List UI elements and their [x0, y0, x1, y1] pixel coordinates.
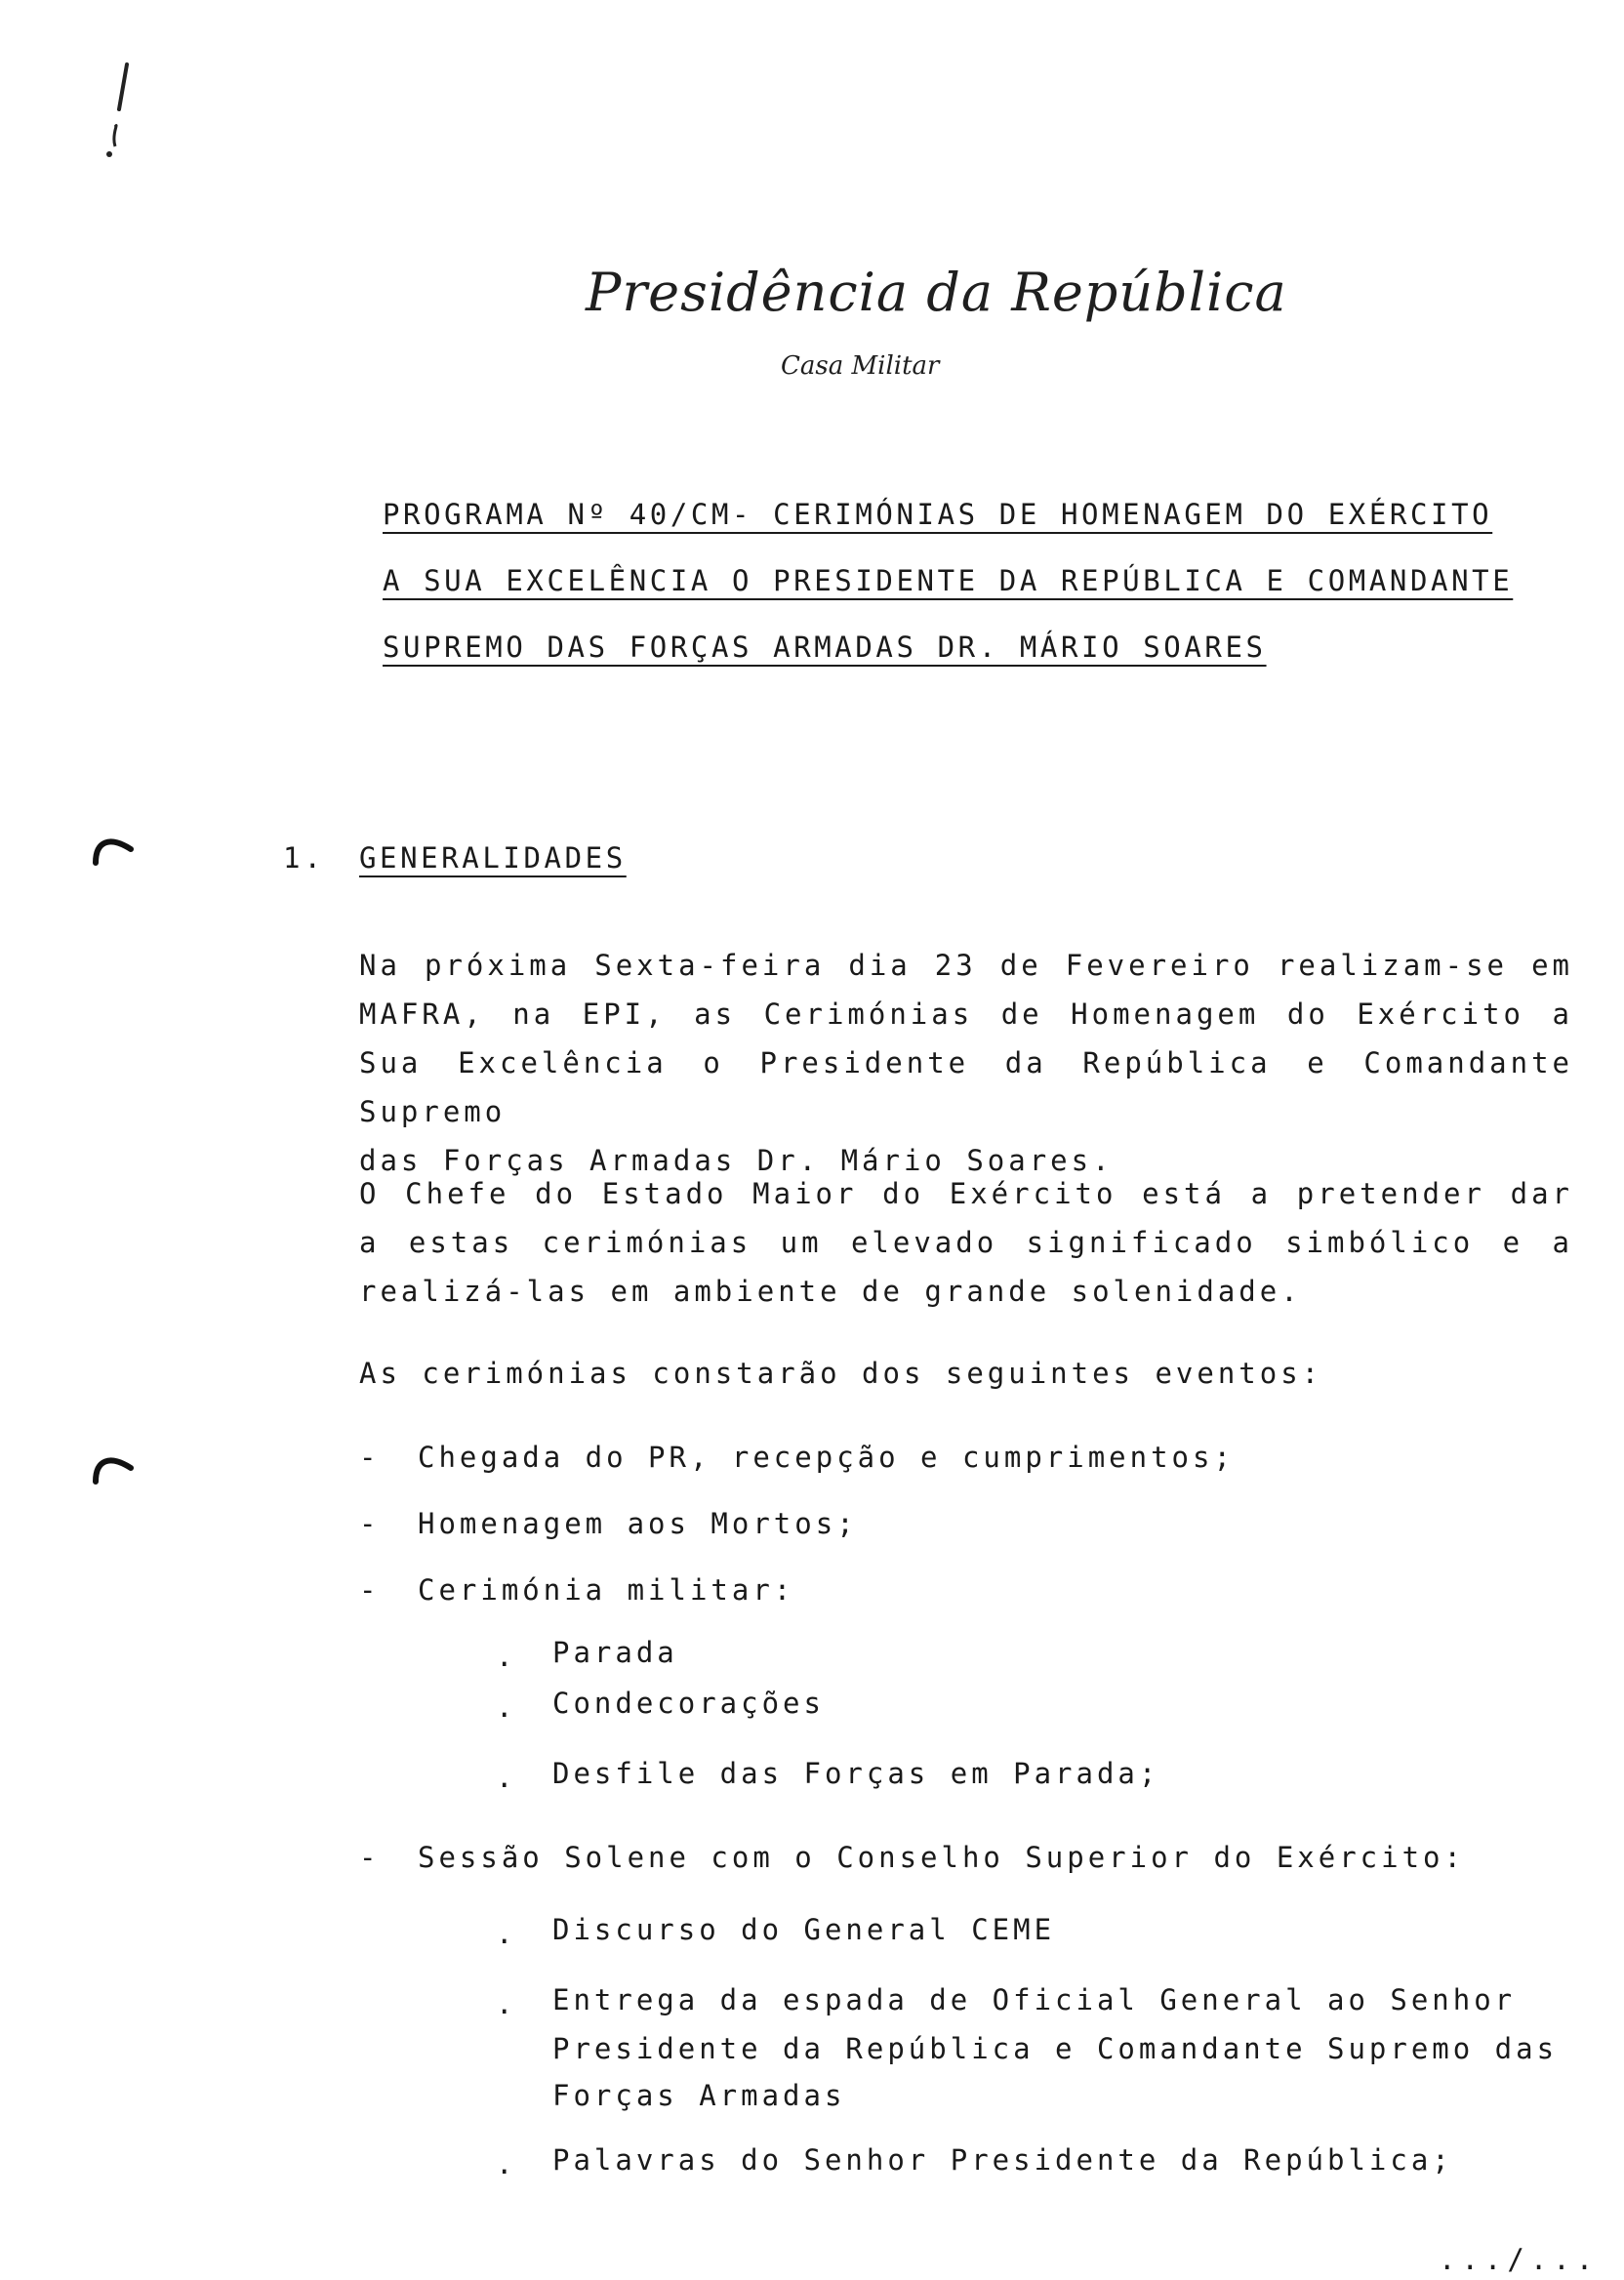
list-dash: -: [359, 1573, 377, 1607]
heading-line-3: SUPREMO DAS FORÇAS ARMADAS DR. MÁRIO SOARES: [383, 631, 1267, 664]
sub-item-entrega-line-2: Presidente da República e Comandante Supremo das: [552, 2032, 1559, 2065]
event-homage: Homenagem aos Mortos;: [418, 1507, 858, 1540]
page-continuation: .../...: [1439, 2243, 1600, 2276]
punch-hole-mark: [90, 1448, 139, 1487]
paragraph-line: O Chefe do Estado Maior do Exército está a pretender dar: [359, 1177, 1573, 1210]
paragraph-line: a estas cerimónias um elevado significado simbólico e a: [359, 1226, 1573, 1259]
event-arrival: Chegada do PR, recepção e cumprimentos;: [418, 1441, 1235, 1474]
paragraph-events-intro: [359, 1349, 1573, 1398]
list-dash: -: [359, 1507, 377, 1540]
event-military-ceremony: Cerimónia militar:: [418, 1573, 795, 1607]
list-dot: .: [496, 1640, 513, 1673]
sub-item-entrega-line-3: Forças Armadas: [552, 2079, 846, 2112]
section-title: GENERALIDADES: [359, 841, 627, 875]
paragraph-intro: [359, 941, 1573, 1185]
paragraph-line: realizá-las em ambiente de grande solenidade.: [359, 1275, 1302, 1308]
heading-line-1: PROGRAMA Nº 40/CM- CERIMÓNIAS DE HOMENAGEM DO EXÉRCITO: [383, 498, 1493, 531]
list-dot: .: [496, 1761, 513, 1794]
event-solemn-session: Sessão Solene com o Conselho Superior do Exército:: [418, 1841, 1465, 1874]
letterhead-title: Presidência da República: [586, 262, 1287, 323]
paragraph-line: Na próxima Sexta-feira dia 23 de Fevereiro realizam-se em: [359, 949, 1573, 982]
letterhead-subtitle: Casa Militar: [781, 351, 940, 381]
paragraph-line: Sua Excelência o Presidente da República e Comandante Supremo: [359, 1046, 1573, 1128]
list-dot: .: [496, 1917, 513, 1950]
sub-item-palavras: Palavras do Senhor Presidente da República;: [552, 2143, 1453, 2177]
punch-hole-mark: [90, 830, 139, 869]
paragraph-chefe: [359, 1169, 1573, 1316]
list-dash: -: [359, 1841, 377, 1874]
list-dash: -: [359, 1441, 377, 1474]
sub-item-condecoracoes: Condecorações: [552, 1687, 825, 1720]
sub-item-discurso: Discurso do General CEME: [552, 1913, 1056, 1946]
paragraph-line: As cerimónias constarão dos seguintes eventos:: [359, 1357, 1323, 1390]
list-dot: .: [496, 1987, 513, 2020]
list-dot: .: [496, 1690, 513, 1724]
handwritten-mark: [86, 59, 144, 166]
sub-item-entrega-line-1: Entrega da espada de Oficial General ao Senhor: [552, 1983, 1517, 2016]
sub-item-desfile: Desfile das Forças em Parada;: [552, 1757, 1160, 1790]
sub-item-parada: Parada: [552, 1636, 678, 1669]
list-dot: .: [496, 2147, 513, 2180]
paragraph-line: das Forças Armadas Dr. Mário Soares.: [359, 1144, 1114, 1177]
heading-line-2: A SUA EXCELÊNCIA O PRESIDENTE DA REPÚBLICA E COMANDANTE: [383, 564, 1514, 597]
paragraph-line: MAFRA, na EPI, as Cerimónias de Homenagem do Exército a: [359, 998, 1573, 1031]
section-number: 1.: [283, 841, 325, 875]
letterhead: [547, 262, 1287, 408]
